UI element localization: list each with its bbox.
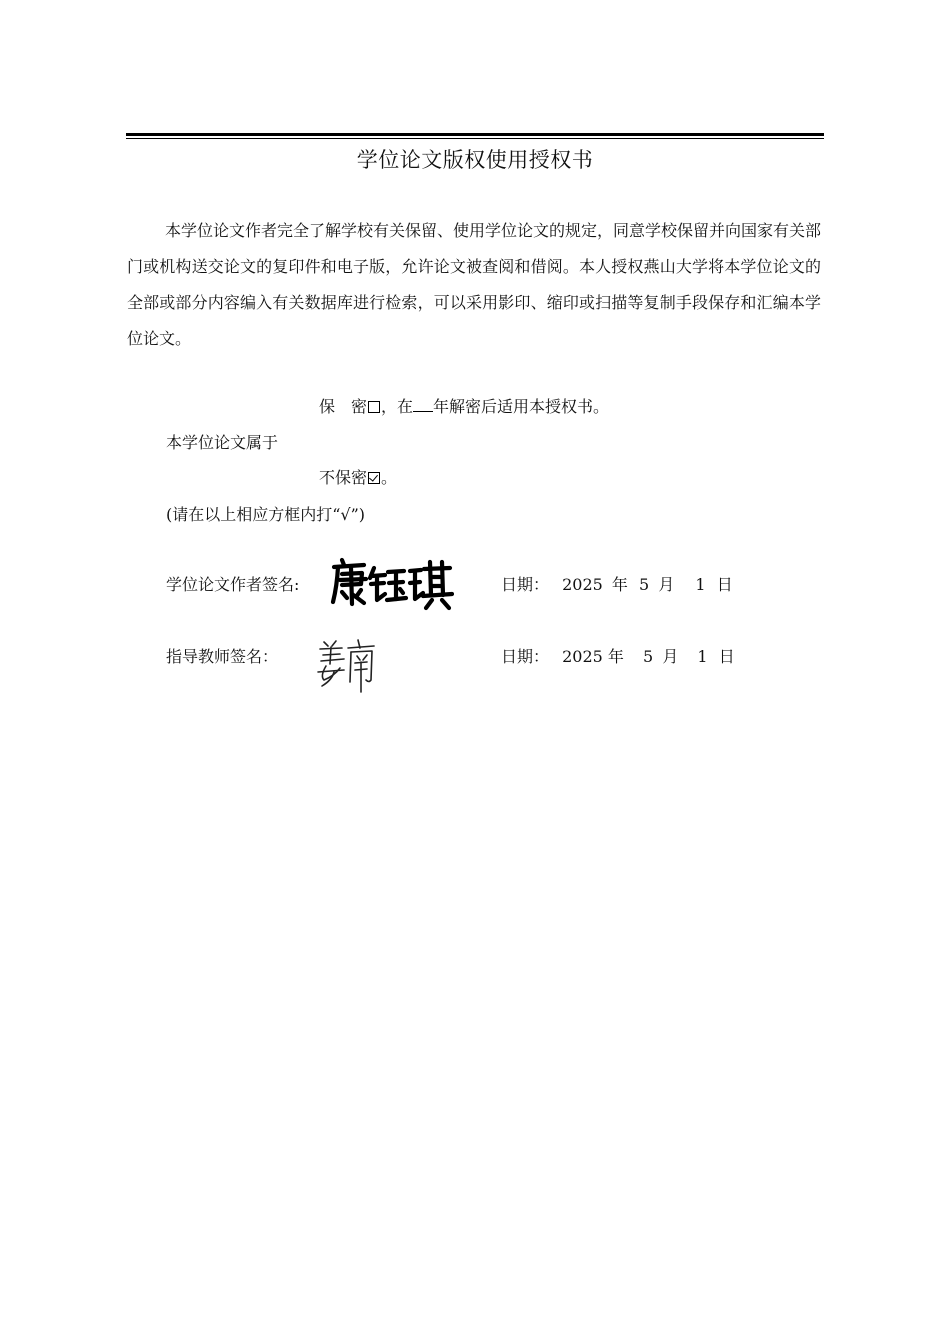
not-secret-option-line bbox=[319, 466, 397, 490]
author-date-day: 1 bbox=[695, 575, 706, 594]
author-date-year: 2025 bbox=[562, 575, 603, 594]
belongs-label: 本学位论文属于 bbox=[166, 433, 279, 452]
author-handwritten-signature bbox=[330, 556, 454, 614]
secret-suffix-1: ，在 bbox=[381, 397, 414, 416]
not-secret-suffix: 。 bbox=[381, 468, 398, 487]
not-secret-checkbox[interactable] bbox=[368, 472, 380, 484]
advisor-date-day-unit: 日 bbox=[718, 647, 735, 666]
secret-label: 保 密 bbox=[319, 397, 368, 416]
advisor-date-month-unit: 月 bbox=[662, 647, 679, 666]
advisor-date bbox=[501, 645, 735, 669]
author-date-label: 日期： bbox=[501, 575, 550, 594]
author-date-month-unit: 月 bbox=[658, 575, 675, 594]
title-rule-thick bbox=[126, 133, 824, 136]
advisor-signature-label: 指导教师签名： bbox=[166, 647, 279, 666]
author-date-month: 5 bbox=[639, 575, 650, 594]
secret-suffix-2: 年解密后适用本授权书。 bbox=[433, 397, 610, 416]
advisor-date-year: 2025 bbox=[562, 647, 603, 666]
authorization-paragraph: 本学位论文作者完全了解学校有关保留、使用学位论文的规定，同意学校保留并向国家有关部门或机构送交论文的复印件和电子版，允许论文被查阅和借阅。本人授权燕山大学将本学位论文的全部或部分内容编入有关数据库进行检索，可以采用影印、缩印或扫描等复制手段保存和汇编本学位论文。 bbox=[127, 221, 822, 348]
secret-year-blank[interactable] bbox=[413, 411, 433, 412]
secret-checkbox[interactable] bbox=[368, 401, 380, 413]
advisor-date-year-unit: 年 bbox=[607, 647, 624, 666]
check-instruction: (请在以上相应方框内打“√”) bbox=[166, 505, 366, 524]
author-signature-label: 学位论文作者签名: bbox=[166, 575, 300, 594]
not-secret-label: 不保密 bbox=[319, 468, 368, 487]
advisor-handwritten-signature bbox=[314, 636, 380, 696]
advisor-date-label: 日期： bbox=[501, 647, 550, 666]
page-title: 学位论文版权使用授权书 bbox=[356, 148, 594, 172]
advisor-date-day: 1 bbox=[697, 647, 708, 666]
author-date-year-unit: 年 bbox=[611, 575, 628, 594]
advisor-date-month: 5 bbox=[643, 647, 654, 666]
author-date bbox=[501, 573, 733, 597]
author-date-day-unit: 日 bbox=[716, 575, 733, 594]
title-rule-thin bbox=[126, 138, 824, 139]
secret-option-line bbox=[319, 395, 609, 419]
